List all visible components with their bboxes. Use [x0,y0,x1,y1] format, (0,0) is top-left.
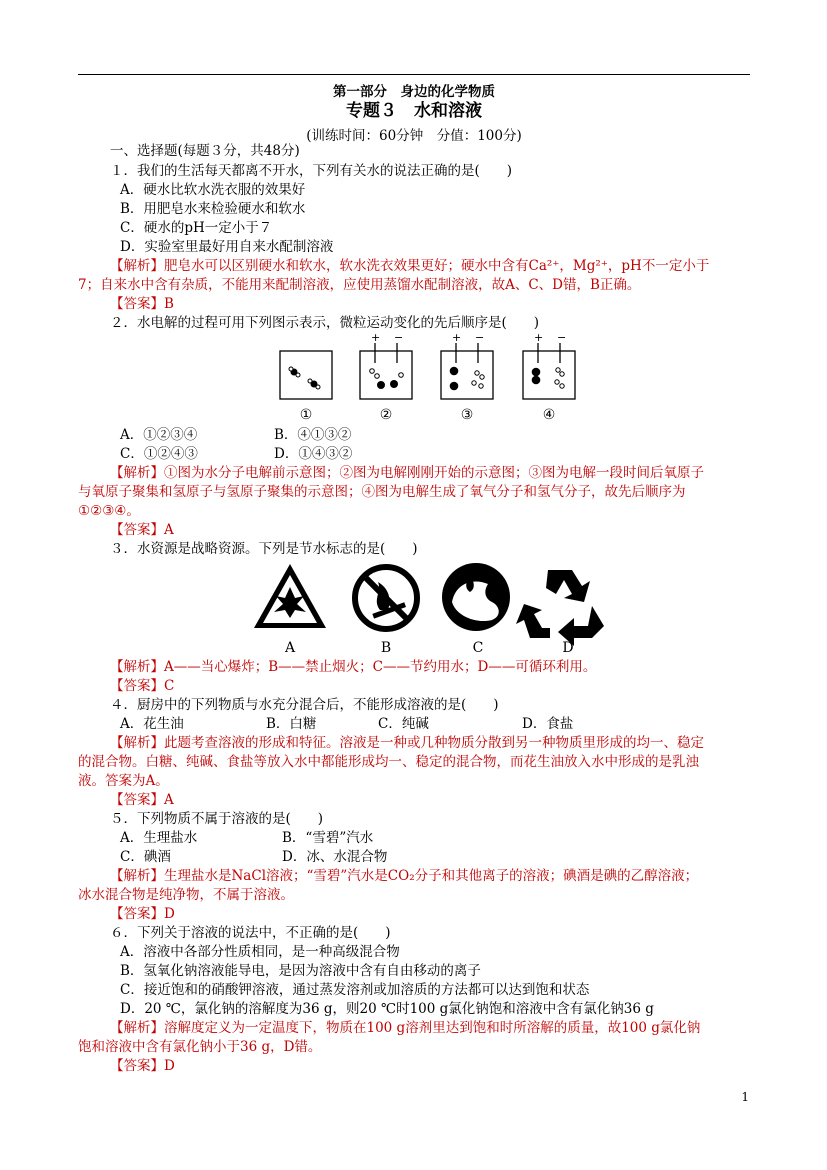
q5-explanation-line1: 【解析】生理盐水是NaCl溶液；“雪碧”汽水是CO₂分子和其他离子的溶液；碘酒是碘的乙醇溶液； [110,868,699,884]
q4-stem: ４．厨房中的下列物质与水充分混合后，不能形成溶液的是( ) [110,697,499,713]
q1-option-a: A．硬水比软水洗衣服的效果好 [120,182,306,198]
svg-text:−: − [475,333,485,344]
q2-explanation-line2: 与氧原子聚集和氢原子与氢原子聚集的示意图；④图为电解生成了氧气分子和氢气分子，故先后顺序为 [78,484,686,500]
q5-answer: 【答案】D [110,906,175,922]
training-meta: (训练时间：60分钟 分值：100分) [306,128,522,144]
section-heading: 一、选择题(每题３分，共48分) [110,143,300,159]
water-saving-icon [442,563,510,631]
svg-text:+: + [534,333,544,344]
q5-option-d: D．冰、水混合物 [282,849,388,865]
q5-stem: ５．下列物质不属于溶液的是( ) [110,811,324,827]
q6-option-a: A．溶液中各部分性质相同，是一种高级混合物 [120,944,400,960]
page-title: 专题３ 水和溶液 [346,101,482,121]
part-title: 第一部分 身边的化学物质 [333,84,495,100]
svg-text:−: − [394,333,404,344]
q1-answer: 【答案】B [110,296,174,312]
q2-explanation-line3: ①②③④。 [78,503,140,519]
q3-explanation: 【解析】A——当心爆炸；B——禁止烟火；C——节约用水；D——可循环利用。 [110,659,597,675]
q6-option-d: D．20 ℃，氯化钠的溶解度为36 g，则20 ℃时100 g氯化钠饱和溶液中含有氯化钠36 g [120,1001,654,1017]
diagram-label-1: ① [299,407,313,423]
header-rule [78,74,750,75]
recycle-icon [516,570,604,646]
svg-text:−: − [557,333,567,344]
svg-text:+: + [452,333,462,344]
q1-stem: １．我们的生活每天都离不开水，下列有关水的说法正确的是( ) [110,163,513,179]
option-label-d: D [562,640,574,656]
q6-option-c: C．接近饱和的硝酸钾溶液，通过蒸发溶剂或加溶质的方法都可以达到饱和状态 [120,982,590,998]
q1-explanation-line1: 【解析】肥皂水可以区别硬水和软水，软水洗衣效果更好；硬水中含有Ca²⁺，Mg²⁺，pH不一定小于 [110,258,710,274]
q5-explanation-line2: 冰水混合物是纯净物，不属于溶液。 [78,887,294,903]
q1-option-c: C．硬水的pH一定小于７ [120,220,273,236]
q1-explanation-line2: 7；自来水中含有杂质，不能用来配制溶液，应使用蒸馏水配制溶液，故A、C、D错，B正确。 [78,277,641,293]
q2-stem: ２．水电解的过程可用下列图示表示，微粒运动变化的先后顺序是( ) [110,315,540,331]
q2-option-b: B．④①③② [274,427,352,443]
q5-option-a: A．生理盐水 [120,830,198,846]
q4-option-c: C．纯碱 [378,716,429,732]
q4-explanation-line2: 的混合物。白糖、纯碱、食盐等放入水中都能形成均一、稳定的混合物，而花生油放入水中形成的是乳浊 [78,754,699,770]
q2-option-c: C．①②④③ [120,446,198,462]
q4-explanation-line1: 【解析】此题考查溶液的形成和特征。溶液是一种或几种物质分散到另一种物质里形成的均一、稳定 [110,735,704,751]
q2-answer: 【答案】A [110,522,174,538]
q2-option-d: D．①④③② [274,446,353,462]
diagram-label-2: ② [379,407,393,423]
q6-explanation-line2: 饱和溶液中含有氯化钠小于36 g，D错。 [78,1039,322,1055]
q6-answer: 【答案】D [110,1058,175,1074]
q6-option-b: B．氢氧化钠溶液能导电，是因为溶液中含有自由移动的离子 [120,963,481,979]
q2-option-a: A．①②③④ [120,427,198,443]
q6-explanation-line1: 【解析】溶解度定义为一定温度下，物质在100 g溶剂里达到饱和时所溶解的质量，故100 g氯化钠 [110,1020,701,1036]
q4-option-d: D．食盐 [522,716,574,732]
q4-explanation-line3: 液。答案为A。 [78,773,169,789]
q4-answer: 【答案】A [110,792,174,808]
option-label-a: A [284,640,296,656]
svg-text:+: + [371,333,381,344]
page-number: 1 [741,1090,749,1104]
q1-option-b: B．用肥皂水来检验硬水和软水 [120,201,306,217]
q5-option-c: C．碘酒 [120,849,171,865]
q3-answer: 【答案】C [110,678,175,694]
q4-option-b: B．白糖 [266,716,317,732]
q5-option-b: B．“雪碧”汽水 [282,830,374,846]
q4-option-a: A．花生油 [120,716,184,732]
no-fire-icon [355,567,417,629]
electrolysis-diagram [278,333,578,425]
explosion-warning-icon [254,564,326,628]
q6-stem: ６．下列关于溶液的说法中，不正确的是( ) [110,925,391,941]
q2-explanation-line1: 【解析】①图为水分子电解前示意图；②图为电解刚刚开始的示意图；③图为电解一段时间后氧原子 [110,465,704,481]
diagram-label-4: ④ [542,407,556,423]
option-label-b: B [380,640,392,656]
q1-option-d: D．实验室里最好用自来水配制溶液 [120,239,334,255]
option-label-c: C [472,640,484,656]
water-sign-options [252,560,612,656]
q3-stem: ３．水资源是战略资源。下列是节水标志的是( ) [110,541,418,557]
diagram-label-3: ③ [460,407,474,423]
